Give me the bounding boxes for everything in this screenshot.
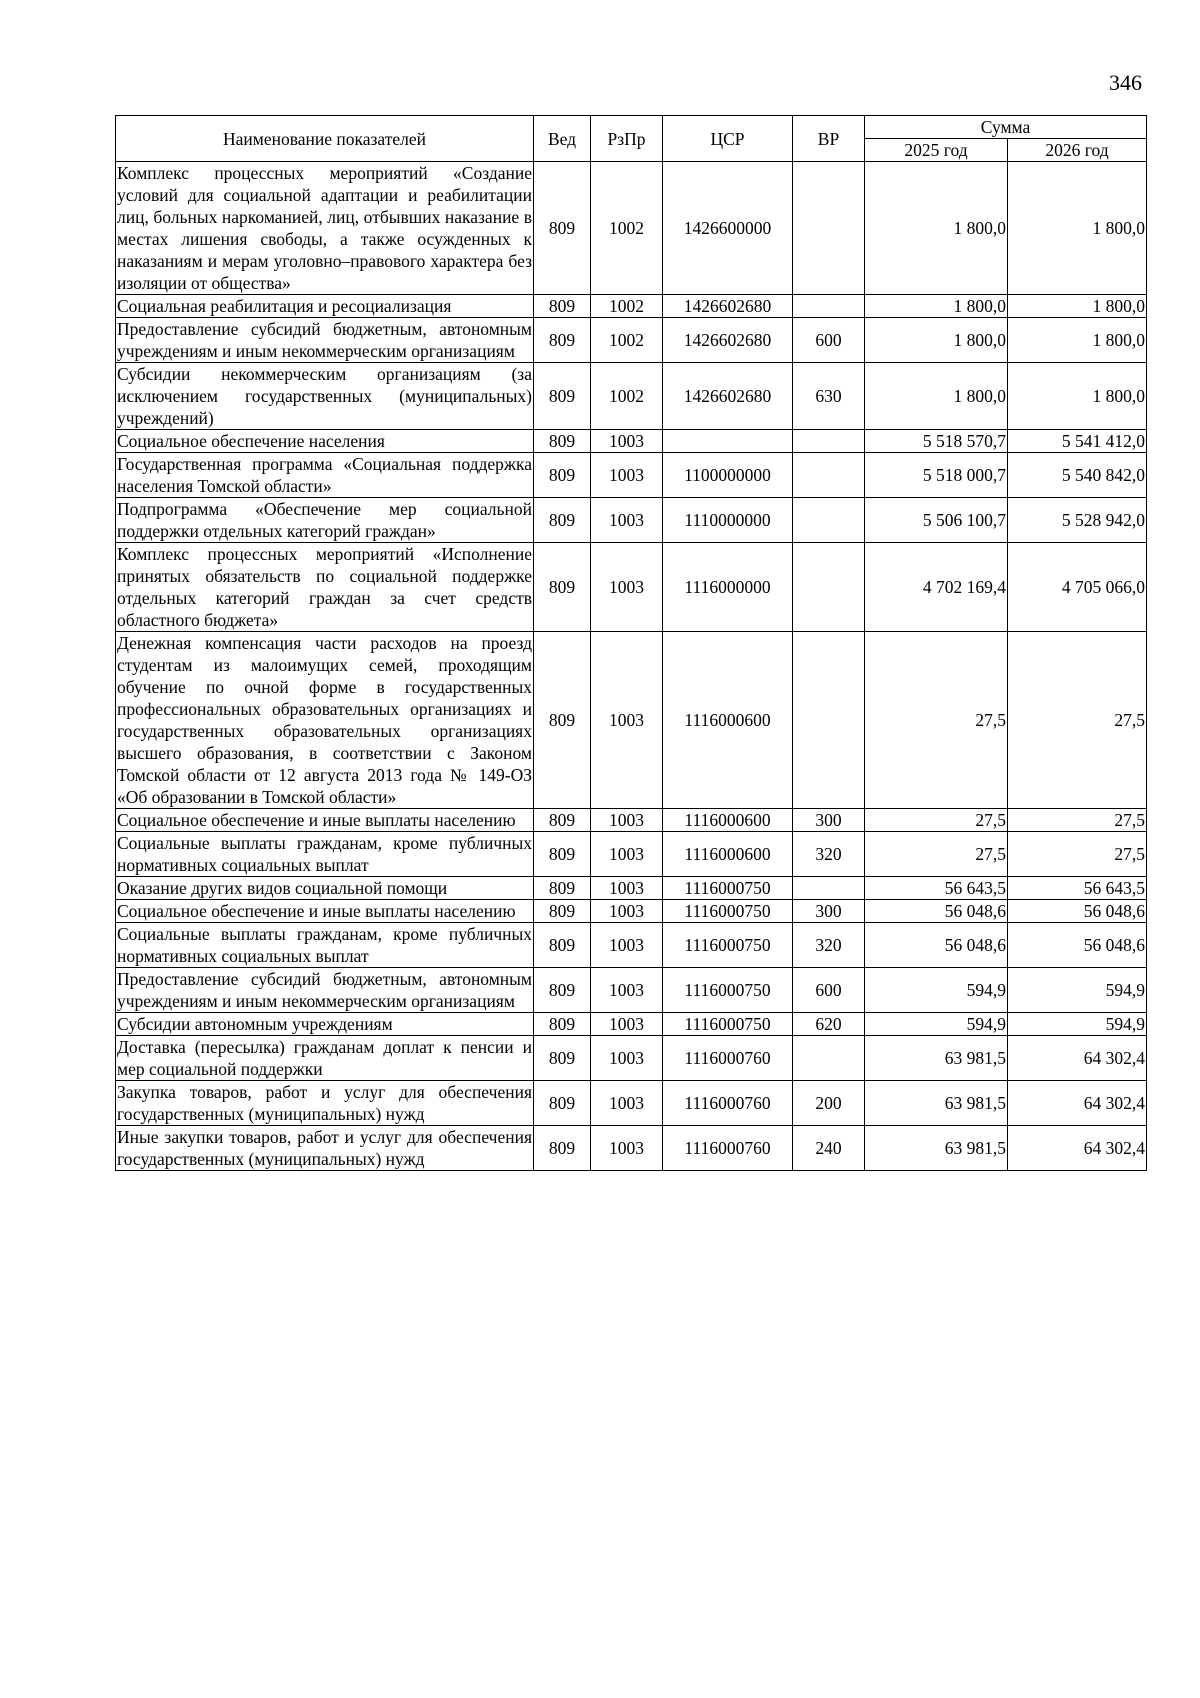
row-sum-2026: 64 302,4 [1008, 1036, 1147, 1081]
header-year-2025: 2025 год [865, 139, 1008, 162]
table-row [116, 632, 1147, 809]
row-sum-2025: 1 800,0 [865, 318, 1008, 363]
row-ved: 809 [534, 430, 591, 453]
row-sum-2025: 594,9 [865, 968, 1008, 1013]
row-ved: 809 [534, 1036, 591, 1081]
row-sum-2026: 594,9 [1008, 968, 1147, 1013]
row-name: Социальное обеспечение и иные выплаты населению [116, 809, 534, 832]
row-name: Оказание других видов социальной помощи [116, 877, 534, 900]
table-header [116, 116, 1147, 162]
row-sum-2025: 56 048,6 [865, 923, 1008, 968]
row-sum-2025: 27,5 [865, 832, 1008, 877]
row-vr: 320 [793, 923, 865, 968]
row-sum-2025: 63 981,5 [865, 1081, 1008, 1126]
row-sum-2026: 56 048,6 [1008, 923, 1147, 968]
row-ved: 809 [534, 363, 591, 430]
row-sum-2026: 27,5 [1008, 832, 1147, 877]
row-rzpr: 1003 [591, 632, 663, 809]
row-sum-2026: 5 541 412,0 [1008, 430, 1147, 453]
row-csr: 1426602680 [663, 318, 793, 363]
row-name: Предоставление субсидий бюджетным, автономным учреждениям и иным некоммерческим организациям [117, 319, 532, 361]
row-ved: 809 [534, 1013, 591, 1036]
table-row [116, 968, 1147, 1013]
header-csr: ЦСР [663, 116, 793, 162]
row-name: Социальная реабилитация и ресоциализация [116, 295, 534, 318]
row-vr: 600 [793, 968, 865, 1013]
row-csr: 1116000750 [663, 923, 793, 968]
row-ved: 809 [534, 900, 591, 923]
table-row [116, 543, 1147, 632]
table-row [116, 877, 1147, 900]
row-csr: 1426602680 [663, 295, 793, 318]
row-sum-2026: 4 705 066,0 [1008, 543, 1147, 632]
row-sum-2025: 5 506 100,7 [865, 498, 1008, 543]
row-ved: 809 [534, 162, 591, 295]
row-vr [793, 1036, 865, 1081]
row-sum-2026: 27,5 [1008, 809, 1147, 832]
table-row [116, 1081, 1147, 1126]
header-sum: Сумма [865, 116, 1147, 139]
row-vr: 300 [793, 900, 865, 923]
row-csr: 1116000750 [663, 968, 793, 1013]
budget-table [115, 115, 1147, 1171]
header-name: Наименование показателей [116, 116, 534, 162]
row-sum-2026: 56 048,6 [1008, 900, 1147, 923]
row-csr: 1116000600 [663, 832, 793, 877]
row-vr [793, 498, 865, 543]
row-sum-2025: 27,5 [865, 632, 1008, 809]
table-row [116, 318, 1147, 363]
row-sum-2025: 56 643,5 [865, 877, 1008, 900]
table-row [116, 453, 1147, 498]
row-ved: 809 [534, 632, 591, 809]
row-sum-2026: 64 302,4 [1008, 1081, 1147, 1126]
row-rzpr: 1003 [591, 809, 663, 832]
row-csr [663, 430, 793, 453]
row-name: Социальное обеспечение населения [116, 430, 534, 453]
row-csr: 1116000750 [663, 900, 793, 923]
table-row [116, 1126, 1147, 1171]
row-name: Социальные выплаты гражданам, кроме публичных нормативных социальных выплат [117, 924, 532, 966]
row-ved: 809 [534, 832, 591, 877]
row-vr: 240 [793, 1126, 865, 1171]
row-name: Закупка товаров, работ и услуг для обеспечения государственных (муниципальных) нужд [117, 1082, 532, 1124]
row-sum-2025: 56 048,6 [865, 900, 1008, 923]
row-sum-2025: 27,5 [865, 809, 1008, 832]
row-vr [793, 877, 865, 900]
table-row [116, 832, 1147, 877]
row-ved: 809 [534, 968, 591, 1013]
row-csr: 1426602680 [663, 363, 793, 430]
row-sum-2025: 594,9 [865, 1013, 1008, 1036]
table-row [116, 900, 1147, 923]
row-csr: 1116000000 [663, 543, 793, 632]
row-vr [793, 453, 865, 498]
header-vr: ВР [793, 116, 865, 162]
row-rzpr: 1002 [591, 162, 663, 295]
row-sum-2025: 1 800,0 [865, 363, 1008, 430]
row-name: Комплекс процессных мероприятий «Исполнение принятых обязательств по социальной поддержке отдельных категорий граждан за счет средств областного бюджета» [117, 544, 532, 630]
table-row [116, 498, 1147, 543]
row-sum-2025: 1 800,0 [865, 162, 1008, 295]
row-vr [793, 632, 865, 809]
row-rzpr: 1003 [591, 1126, 663, 1171]
row-ved: 809 [534, 923, 591, 968]
row-rzpr: 1003 [591, 832, 663, 877]
table-row [116, 809, 1147, 832]
row-rzpr: 1002 [591, 363, 663, 430]
row-name: Подпрограмма «Обеспечение мер социальной поддержки отдельных категорий граждан» [117, 499, 532, 541]
row-vr: 200 [793, 1081, 865, 1126]
row-sum-2026: 64 302,4 [1008, 1126, 1147, 1171]
table-row [116, 295, 1147, 318]
row-vr: 630 [793, 363, 865, 430]
row-name: Государственная программа «Социальная поддержка населения Томской области» [117, 454, 532, 496]
row-vr: 300 [793, 809, 865, 832]
row-rzpr: 1002 [591, 295, 663, 318]
row-rzpr: 1003 [591, 430, 663, 453]
row-name: Комплекс процессных мероприятий «Создание условий для социальной адаптации и реабилитации лиц, больных наркоманией, лиц, отбывших наказание в местах лишения свободы, а также осужденных к наказаниям и мерам уголовно–правового характера без изоляции от общества» [117, 163, 532, 293]
row-vr: 600 [793, 318, 865, 363]
row-name: Денежная компенсация части расходов на проезд студентам из малоимущих семей, проходящим обучение по очной форме в государственных профессиональных образовательных организациях и государственных образовательных организациях высшего образования, в соответствии с Законом Томской области от 12 августа 2013 года № 149-ОЗ «Об образовании в Томской области» [117, 633, 532, 807]
row-rzpr: 1003 [591, 923, 663, 968]
row-ved: 809 [534, 1126, 591, 1171]
row-rzpr: 1003 [591, 1081, 663, 1126]
table-body [116, 162, 1147, 1171]
table-row [116, 430, 1147, 453]
page-number: 346 [1109, 70, 1142, 95]
row-name: Иные закупки товаров, работ и услуг для обеспечения государственных (муниципальных) нужд [117, 1127, 532, 1169]
row-rzpr: 1003 [591, 1036, 663, 1081]
table-row [116, 162, 1147, 295]
row-sum-2026: 5 528 942,0 [1008, 498, 1147, 543]
row-vr: 320 [793, 832, 865, 877]
row-name: Субсидии автономным учреждениям [116, 1013, 534, 1036]
row-ved: 809 [534, 453, 591, 498]
header-year-2026: 2026 год [1008, 139, 1147, 162]
row-name: Социальное обеспечение и иные выплаты населению [116, 900, 534, 923]
row-name: Социальные выплаты гражданам, кроме публичных нормативных социальных выплат [117, 833, 532, 875]
row-vr [793, 162, 865, 295]
row-vr [793, 430, 865, 453]
row-vr [793, 543, 865, 632]
row-sum-2025: 1 800,0 [865, 295, 1008, 318]
row-rzpr: 1003 [591, 543, 663, 632]
row-ved: 809 [534, 877, 591, 900]
row-ved: 809 [534, 809, 591, 832]
row-sum-2026: 27,5 [1008, 632, 1147, 809]
row-csr: 1116000760 [663, 1126, 793, 1171]
row-sum-2026: 1 800,0 [1008, 162, 1147, 295]
row-sum-2026: 1 800,0 [1008, 318, 1147, 363]
row-csr: 1426600000 [663, 162, 793, 295]
table-row [116, 1036, 1147, 1081]
row-vr [793, 295, 865, 318]
row-rzpr: 1003 [591, 498, 663, 543]
row-sum-2025: 4 702 169,4 [865, 543, 1008, 632]
row-name: Предоставление субсидий бюджетным, автономным учреждениям и иным некоммерческим организациям [117, 969, 532, 1011]
row-vr: 620 [793, 1013, 865, 1036]
row-rzpr: 1003 [591, 968, 663, 1013]
row-sum-2025: 63 981,5 [865, 1036, 1008, 1081]
row-sum-2026: 1 800,0 [1008, 295, 1147, 318]
row-csr: 1116000600 [663, 809, 793, 832]
row-ved: 809 [534, 1081, 591, 1126]
row-csr: 1100000000 [663, 453, 793, 498]
row-rzpr: 1003 [591, 453, 663, 498]
row-sum-2025: 5 518 000,7 [865, 453, 1008, 498]
row-csr: 1116000760 [663, 1081, 793, 1126]
row-sum-2025: 5 518 570,7 [865, 430, 1008, 453]
row-csr: 1110000000 [663, 498, 793, 543]
table-row [116, 1013, 1147, 1036]
row-csr: 1116000760 [663, 1036, 793, 1081]
row-rzpr: 1003 [591, 877, 663, 900]
row-ved: 809 [534, 543, 591, 632]
row-ved: 809 [534, 498, 591, 543]
row-name: Доставка (пересылка) гражданам доплат к пенсии и мер социальной поддержки [117, 1037, 532, 1079]
header-rzpr: РзПр [591, 116, 663, 162]
row-sum-2026: 1 800,0 [1008, 363, 1147, 430]
row-csr: 1116000600 [663, 632, 793, 809]
table-row [116, 923, 1147, 968]
row-sum-2026: 5 540 842,0 [1008, 453, 1147, 498]
row-sum-2025: 63 981,5 [865, 1126, 1008, 1171]
row-rzpr: 1003 [591, 1013, 663, 1036]
row-rzpr: 1002 [591, 318, 663, 363]
header-ved: Вед [534, 116, 591, 162]
row-csr: 1116000750 [663, 1013, 793, 1036]
row-sum-2026: 56 643,5 [1008, 877, 1147, 900]
row-name: Субсидии некоммерческим организациям (за исключением государственных (муниципальных) учреждений) [117, 364, 532, 428]
row-ved: 809 [534, 318, 591, 363]
row-rzpr: 1003 [591, 900, 663, 923]
row-sum-2026: 594,9 [1008, 1013, 1147, 1036]
row-ved: 809 [534, 295, 591, 318]
table-row [116, 363, 1147, 430]
row-csr: 1116000750 [663, 877, 793, 900]
